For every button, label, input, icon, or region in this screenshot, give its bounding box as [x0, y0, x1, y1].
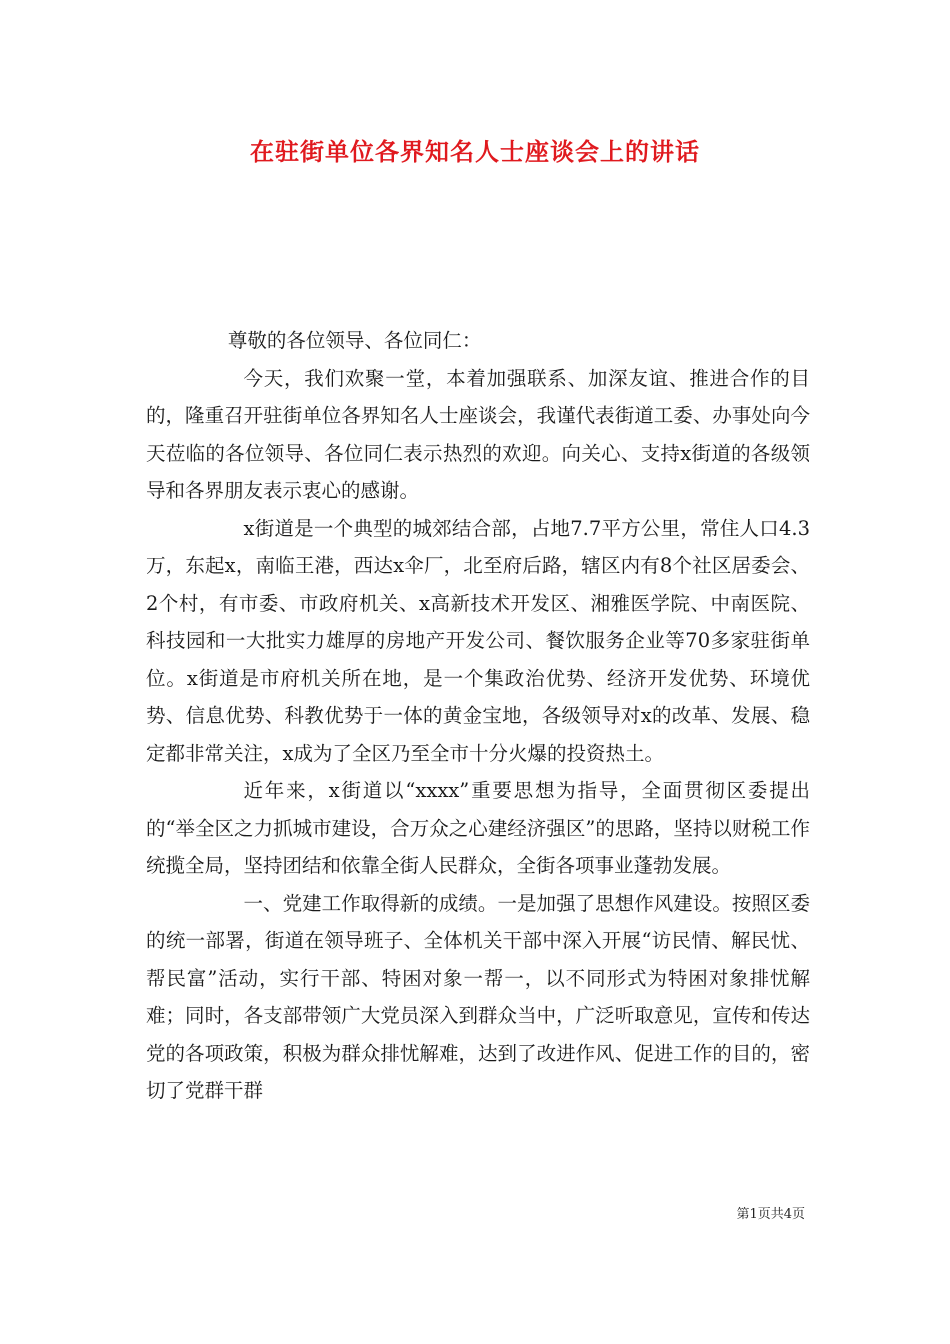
paragraph-recent-years: 近年来，x街道以“xxxx”重要思想为指导，全面贯彻区委提出的“举全区之力抓城市建设，合万众之心建经济强区”的思路，坚持以财税工作统揽全局，坚持团结和依靠全街人民群众，全街各项事业蓬勃发展。	[146, 779, 810, 877]
paragraph-party-building: 一、党建工作取得新的成绩。一是加强了思想作风建设。按照区委的统一部署，街道在领导班子、全体机关干部中深入开展“访民情、解民忧、帮民富”活动，实行干部、特困对象一帮一，以不同形式为特困对象排忧解难；同时，各支部带领广大党员深入到群众当中，广泛听取意见，宣传和传达党的各项政策，积极为群众排忧解难，达到了改进作风、促进工作的目的，密切了党群干群	[146, 891, 810, 1102]
document-title: 在驻街单位各界知名人士座谈会上的讲话	[250, 137, 700, 166]
document-body	[146, 322, 810, 1110]
page-number: 第1页共4页	[736, 1207, 805, 1222]
paragraph-welcome: 今天，我们欢聚一堂，本着加强联系、加深友谊、推进合作的目的，隆重召开驻街单位各界知名人士座谈会，我谨代表街道工委、办事处向今天莅临的各位领导、各位同仁表示热烈的欢迎。向关心、支持x街道的各级领导和各界朋友表示衷心的感谢。	[146, 366, 810, 502]
paragraph-overview: x街道是一个典型的城郊结合部，占地7.7平方公里，常住人口4.3万，东起x，南临王港，西达x伞厂，北至府后路，辖区内有8个社区居委会、2个村，有市委、市政府机关、x高新技术开发区、湘雅医学院、中南医院、科技园和一大批实力雄厚的房地产开发公司、餐饮服务企业等70多家驻街单位。x街道是市府机关所在地，是一个集政治优势、经济开发优势、环境优势、信息优势、科教优势于一体的黄金宝地，各级领导对x的改革、发展、稳定都非常关注，x成为了全区乃至全市十分火爆的投资热土。	[146, 516, 810, 765]
salutation: 尊敬的各位领导、各位同仁：	[227, 329, 482, 352]
